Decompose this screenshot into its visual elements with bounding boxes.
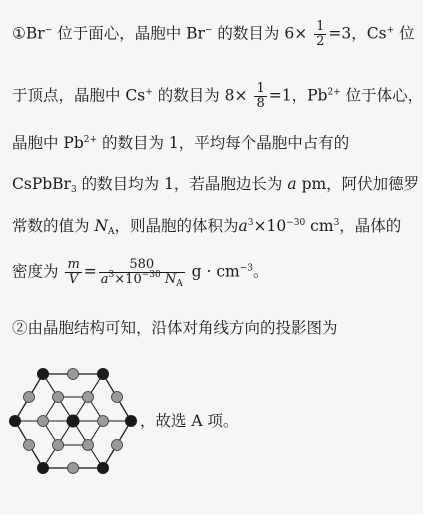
fraction-one-half: $\frac{1}{2}$ xyxy=(316,19,325,49)
projection-diagram xyxy=(13,370,133,472)
answer-text: ，故选 A 项。 xyxy=(140,412,239,430)
text-line-4: CsPbBr$_3$ 的数目均为 1，若晶胞边长为 a pm，阿伏加德罗 xyxy=(12,175,420,195)
fraction-m-over-v: $\frac{m}{V}$ xyxy=(67,257,80,287)
fraction-density-value: $\frac{580}{a^3\times 10^{-30} N_A}$ xyxy=(100,257,183,289)
text-line-2: 于顶点，晶胞中 Cs+ 的数目为 8× $\frac{1}{8}$ =1，$Pb^{2+}$ 位于体心， xyxy=(12,81,423,111)
fraction-one-eighth: $\frac{1}{8}$ xyxy=(256,81,265,111)
text-line-1: ①Br− 位于面心，晶胞中 Br− 的数目为 6× $\frac{1}{2}$ =3，Cs+ 位 xyxy=(12,19,415,49)
text-line-7: ②由晶胞结构可知，沿体对角线方向的投影图为 xyxy=(12,319,338,337)
text-line-5: 常数的值为 $N_A$，则晶胞的体积为$a^3\times 10^{-30}$ $cm^3$，晶体的 xyxy=(12,217,402,237)
text-line-3: 晶胞中 $Pb^{2+}$ 的数目为 1，平均每个晶胞中占有的 xyxy=(12,134,350,152)
text-line-6-density: 密度为 $\frac{m}{V}$ = $\frac{580}{a^3\times 10^{-30} N_A}$ $g \cdot cm^{-3}$。 xyxy=(12,257,269,289)
